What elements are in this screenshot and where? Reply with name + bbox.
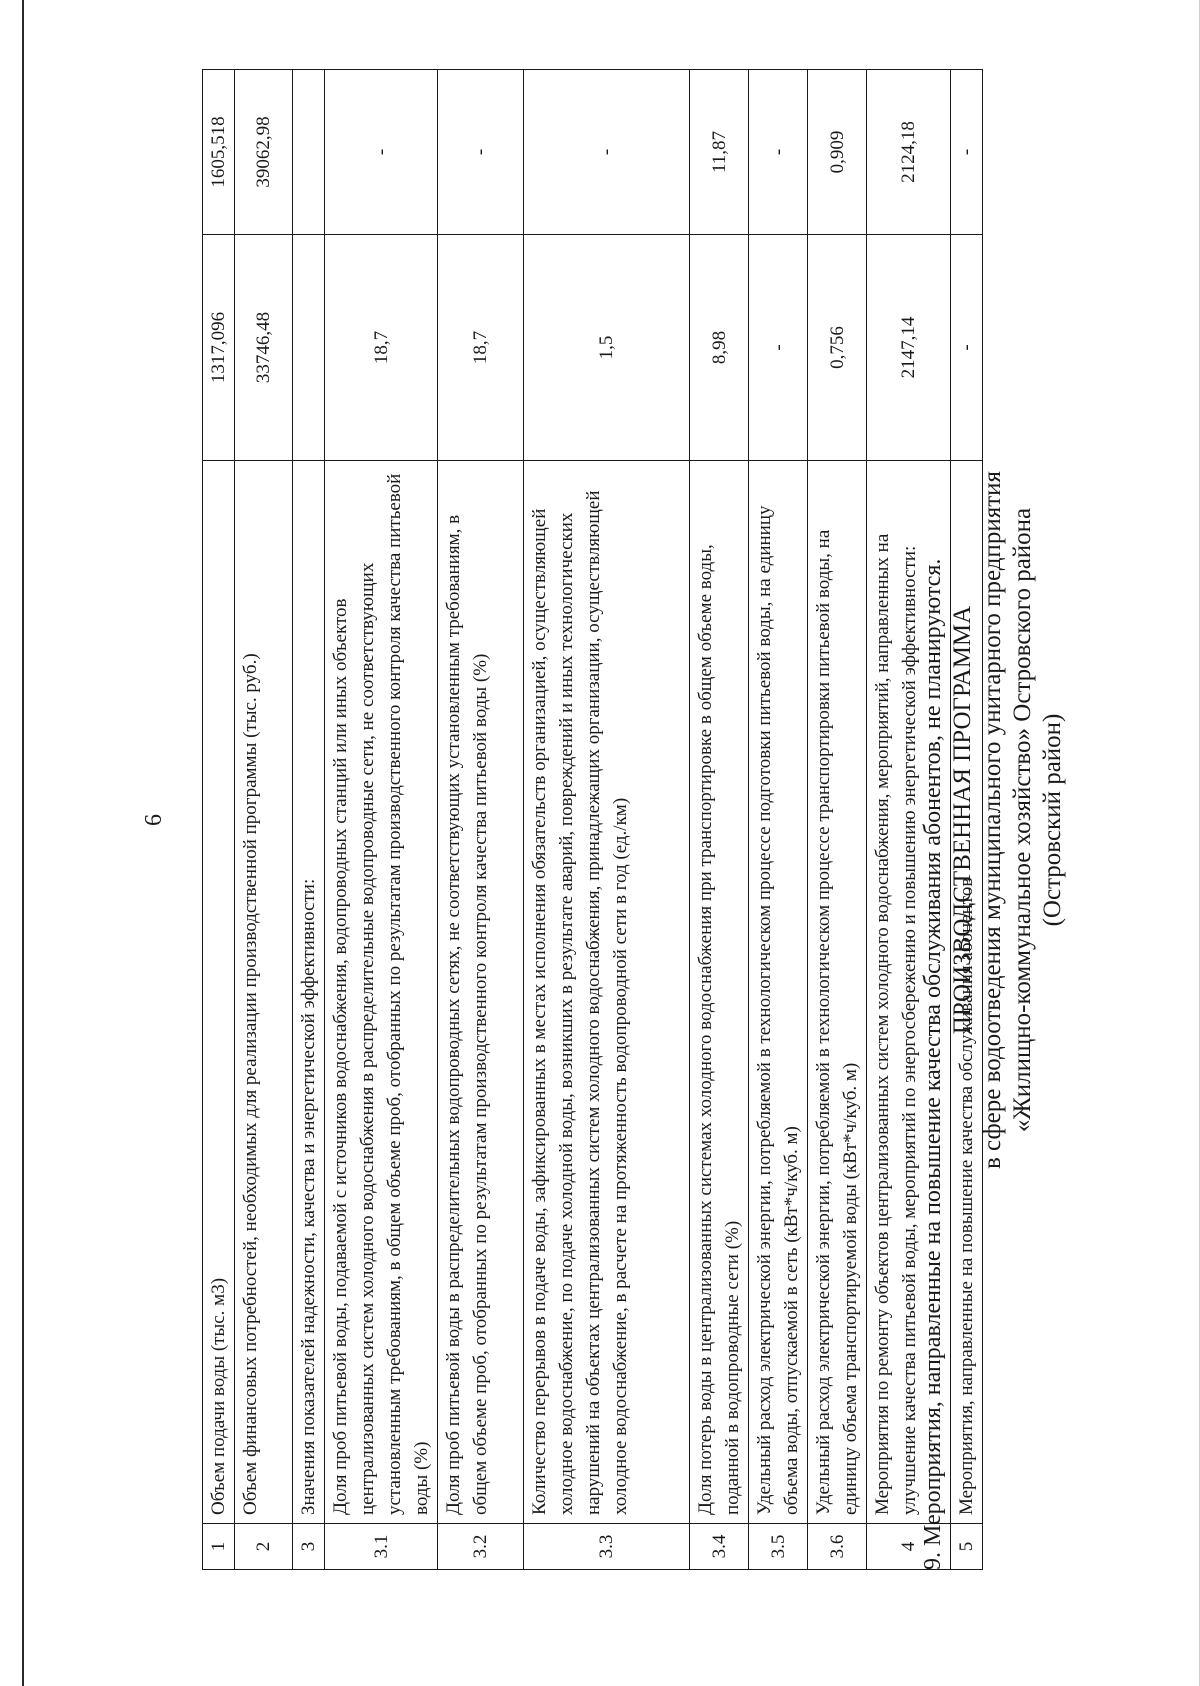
row-number: 1 bbox=[203, 1524, 235, 1570]
scan-border-line bbox=[22, 0, 24, 1686]
row-value-1: 18,7 bbox=[438, 235, 524, 461]
row-number: 3.2 bbox=[438, 1524, 524, 1570]
row-value-2: - bbox=[325, 70, 438, 235]
row-value-2: 2124,18 bbox=[867, 70, 951, 235]
row-number: 3.3 bbox=[524, 1524, 690, 1570]
table-row bbox=[235, 70, 293, 1570]
row-value-1: 33746,48 bbox=[235, 235, 293, 461]
row-number: 3.5 bbox=[749, 1524, 808, 1570]
row-value-1 bbox=[293, 235, 325, 461]
row-value-2: 11,87 bbox=[690, 70, 749, 235]
row-value-2: - bbox=[951, 70, 983, 235]
row-number: 3.4 bbox=[690, 1524, 749, 1570]
row-value-1: 2147,14 bbox=[867, 235, 951, 461]
row-value-2: 0,909 bbox=[808, 70, 867, 235]
table-row bbox=[524, 70, 690, 1570]
row-value-2: - bbox=[438, 70, 524, 235]
program-subtitle-line-3: (Островский район) bbox=[1039, 713, 1066, 927]
row-description: Значения показателей надежности, качества и энергетической эффективности: bbox=[293, 461, 325, 1524]
row-value-2: - bbox=[749, 70, 808, 235]
row-number: 3.6 bbox=[808, 1524, 867, 1570]
row-description: Мероприятия по ремонту объектов централизованных систем холодного водоснабжения, мероприятий, направленных на улучшение качества питьевой воды, мероприятий по энергосбережению и повышению энергетической эффективности: bbox=[867, 461, 951, 1524]
rotated-page bbox=[140, 70, 1200, 1570]
table-row bbox=[293, 70, 325, 1570]
table-row bbox=[325, 70, 438, 1570]
row-description: Количество перерывов в подаче воды, зафиксированных в местах исполнения обязательств организацией, осуществляющей холодное водоснабжение, по подаче холодной воды, возникших в результате аварий, повреждений и иных технологических нарушений на объектах централизованных систем холодного водоснабжения, принадлежащих организации, осуществляющей холодное водоснабжение, в расчете на протяженность водопроводной сети в год (ед./км) bbox=[524, 461, 690, 1524]
row-description: Удельный расход электрической энергии, потребляемой в технологическом процессе подготовки питьевой воды, на единицу объема воды, отпускаемой в сеть (кВт*ч/куб. м) bbox=[749, 461, 808, 1524]
row-description: Мероприятия, направленные на повышение качества обслуживания абонентов bbox=[951, 461, 983, 1524]
program-title: ПРОИЗВОДСТВЕННАЯ ПРОГРАММА bbox=[949, 605, 976, 1035]
row-description: Доля проб питьевой воды в распределительных водопроводных сетях, не соответствующих установленным требованиям, в общем объеме проб, отобранных по результатам производственного контроля качества питьевой воды (%) bbox=[438, 461, 524, 1524]
row-value-2: - bbox=[524, 70, 690, 235]
table-row bbox=[203, 70, 235, 1570]
row-description: Доля проб питьевой воды, подаваемой с источников водоснабжения, водопроводных станций или иных объектов централизованных систем холодного водоснабжения в распределительные водопроводные сети, не соответствующих установленным требованиям, в общем объеме проб, отобранных по результатам производственного контроля качества питьевой воды (%) bbox=[325, 461, 438, 1524]
row-value-1: 0,756 bbox=[808, 235, 867, 461]
row-value-1: 8,98 bbox=[690, 235, 749, 461]
table-row bbox=[749, 70, 808, 1570]
row-value-2: 1605,518 bbox=[203, 70, 235, 235]
row-description: Удельный расход электрической энергии, потребляемой в технологическом процессе транспортировки питьевой воды, на единицу объема транспортируемой воды (кВт*ч/куб. м) bbox=[808, 461, 867, 1524]
row-number: 5 bbox=[951, 1524, 983, 1570]
row-description: Объем финансовых потребностей, необходимых для реализации производственной программы (тыс. руб.) bbox=[235, 461, 293, 1524]
program-subtitle-line-2: «Жилищно-коммунальное хозяйство» Островского района bbox=[1009, 507, 1036, 1133]
row-number: 3.1 bbox=[325, 1524, 438, 1570]
row-value-1: - bbox=[749, 235, 808, 461]
table-row bbox=[690, 70, 749, 1570]
row-value-2 bbox=[293, 70, 325, 235]
row-value-1: 1,5 bbox=[524, 235, 690, 461]
row-description: Объем подачи воды (тыс. м3) bbox=[203, 461, 235, 1524]
program-subtitle-line-1: в сфере водоотведения муниципального унитарного предприятия bbox=[979, 471, 1006, 1170]
row-value-2: 39062,98 bbox=[235, 70, 293, 235]
row-number: 4 bbox=[867, 1524, 951, 1570]
row-number: 3 bbox=[293, 1524, 325, 1570]
row-number: 2 bbox=[235, 1524, 293, 1570]
row-description: Доля потерь воды в централизованных системах холодного водоснабжения при транспортировке в общем объеме воды, поданной в водопроводные сети (%) bbox=[690, 461, 749, 1524]
section-9-text: 9. Мероприятия, направленные на повышение качества обслуживания абонентов, не планируются. bbox=[920, 558, 946, 1570]
table-row bbox=[808, 70, 867, 1570]
row-value-1: 1317,096 bbox=[203, 235, 235, 461]
row-value-1: 18,7 bbox=[325, 235, 438, 461]
performance-table bbox=[202, 69, 983, 1570]
page-number: 6 bbox=[141, 814, 167, 826]
table-row bbox=[438, 70, 524, 1570]
program-heading bbox=[948, 70, 1068, 1570]
row-value-1: - bbox=[951, 235, 983, 461]
